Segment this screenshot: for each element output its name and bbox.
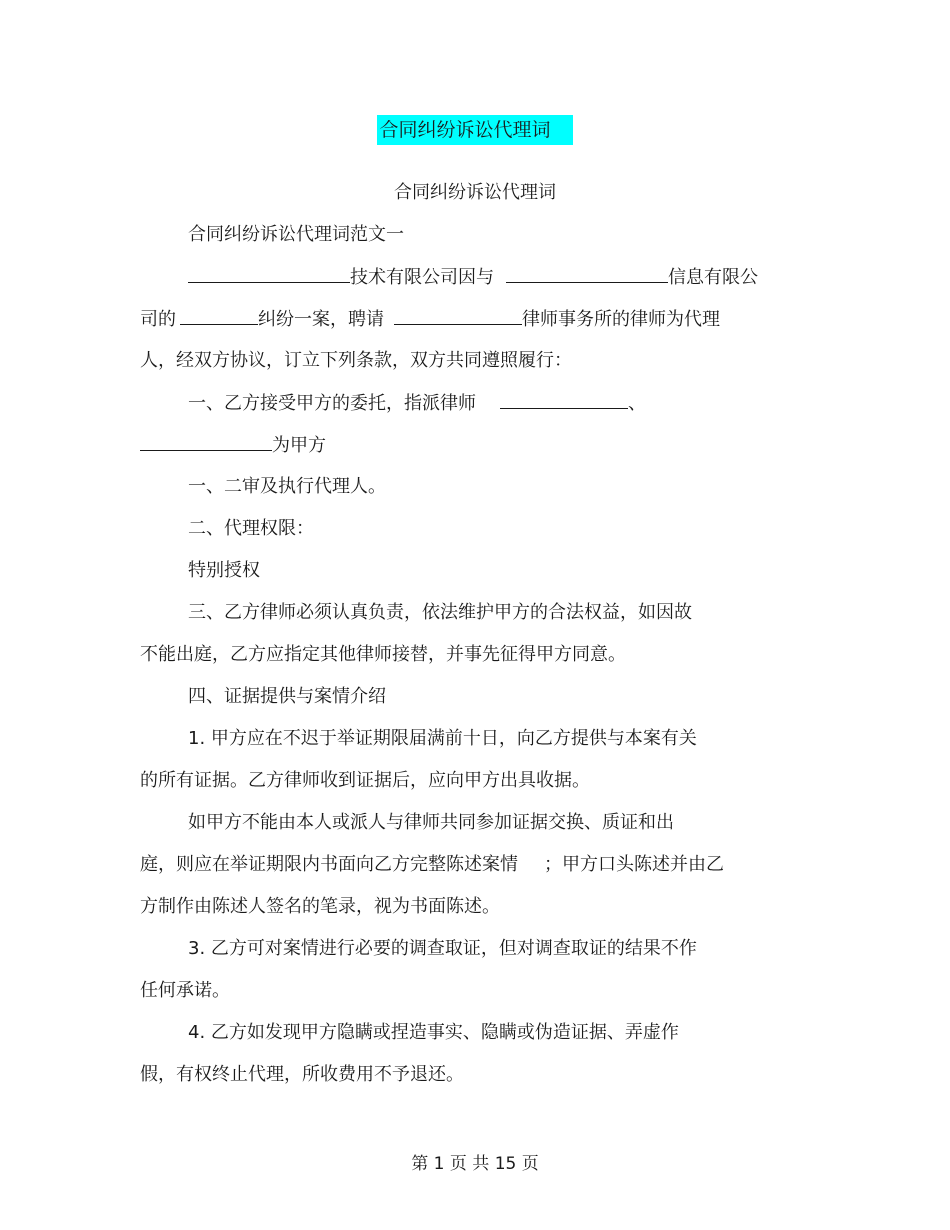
paragraph-line [140, 806, 800, 848]
paragraph-text: 人，经双方协议，订立下列条款，双方共同遵照履行： [140, 350, 572, 371]
blank-field [140, 428, 272, 451]
paragraph-text: 、 [628, 393, 646, 414]
paragraph-text: 一、二审及执行代理人。 [188, 476, 386, 497]
paragraph-text: 庭，则应在举证期限内书面向乙方完整陈述案情 [140, 854, 518, 875]
paragraph-text: 1. 甲方应在不迟于举证期限届满前十日，向乙方提供与本案有关 [188, 728, 697, 749]
paragraph-text: 三、乙方律师必须认真负责，依法维护甲方的合法权益，如因故 [188, 602, 692, 623]
paragraph-line [140, 722, 800, 764]
title-container [0, 115, 950, 145]
paragraph-line [140, 554, 800, 596]
paragraph-line [140, 512, 800, 554]
paragraph-line [140, 302, 800, 344]
document-subtitle: 合同纠纷诉讼代理词 [394, 182, 556, 203]
section-title [140, 218, 800, 260]
paragraph-text: 方制作由陈述人签名的笔录，视为书面陈述。 [140, 896, 500, 917]
paragraph-line [140, 764, 800, 806]
blank-field [500, 386, 628, 409]
paragraph-line [140, 680, 800, 722]
paragraph-line [140, 638, 800, 680]
blank-field [188, 260, 350, 283]
paragraph-text: 3. 乙方可对案情进行必要的调查取证，但对调查取证的结果不作 [188, 938, 697, 959]
paragraph-text: 司的 [140, 309, 176, 330]
paragraph-text: 4. 乙方如发现甲方隐瞒或捏造事实、隐瞒或伪造证据、弄虚作 [188, 1022, 679, 1043]
paragraph-line [140, 932, 800, 974]
paragraph-text: 一、乙方接受甲方的委托，指派律师 [188, 393, 476, 414]
section-title-text: 合同纠纷诉讼代理词范文一 [188, 224, 404, 245]
paragraph-line [140, 260, 800, 302]
paragraph-text: 二、代理权限： [188, 518, 314, 539]
paragraph-text: ；甲方口头陈述并由乙 [544, 854, 724, 875]
paragraph-line [140, 344, 800, 386]
paragraph-line [140, 596, 800, 638]
document-body [140, 218, 800, 1100]
paragraph-text: 任何承诺。 [140, 980, 230, 1001]
paragraph-line [140, 848, 800, 890]
blank-field [506, 260, 668, 283]
paragraph-text: 假，有权终止代理，所收费用不予退还。 [140, 1064, 464, 1085]
paragraph-line [140, 1016, 800, 1058]
paragraph-text: 为甲方 [272, 435, 326, 456]
paragraph-text: 律师事务所的律师为代理 [522, 309, 720, 330]
paragraph-text: 纠纷一案，聘请 [258, 309, 384, 330]
paragraph-line [140, 890, 800, 932]
paragraph-line [140, 1058, 800, 1100]
paragraph-text: 技术有限公司因与 [350, 267, 494, 288]
blank-field [180, 302, 258, 325]
paragraph-line [140, 974, 800, 1016]
document-title: 合同纠纷诉讼代理词 [377, 115, 572, 145]
paragraph-line [140, 386, 800, 428]
blank-field [394, 302, 522, 325]
paragraph-line [140, 470, 800, 512]
paragraph-text: 的所有证据。乙方律师收到证据后，应向甲方出具收据。 [140, 770, 590, 791]
paragraph-text: 特别授权 [188, 560, 260, 581]
paragraph-text: 信息有限公 [668, 267, 758, 288]
paragraph-text: 不能出庭，乙方应指定其他律师接替，并事先征得甲方同意。 [140, 644, 626, 665]
paragraph-line [140, 428, 800, 470]
page-footer: 第 1 页 共 15 页 [411, 1154, 539, 1174]
paragraph-text: 如甲方不能由本人或派人与律师共同参加证据交换、质证和出 [188, 812, 674, 833]
paragraph-text: 四、证据提供与案情介绍 [188, 686, 386, 707]
